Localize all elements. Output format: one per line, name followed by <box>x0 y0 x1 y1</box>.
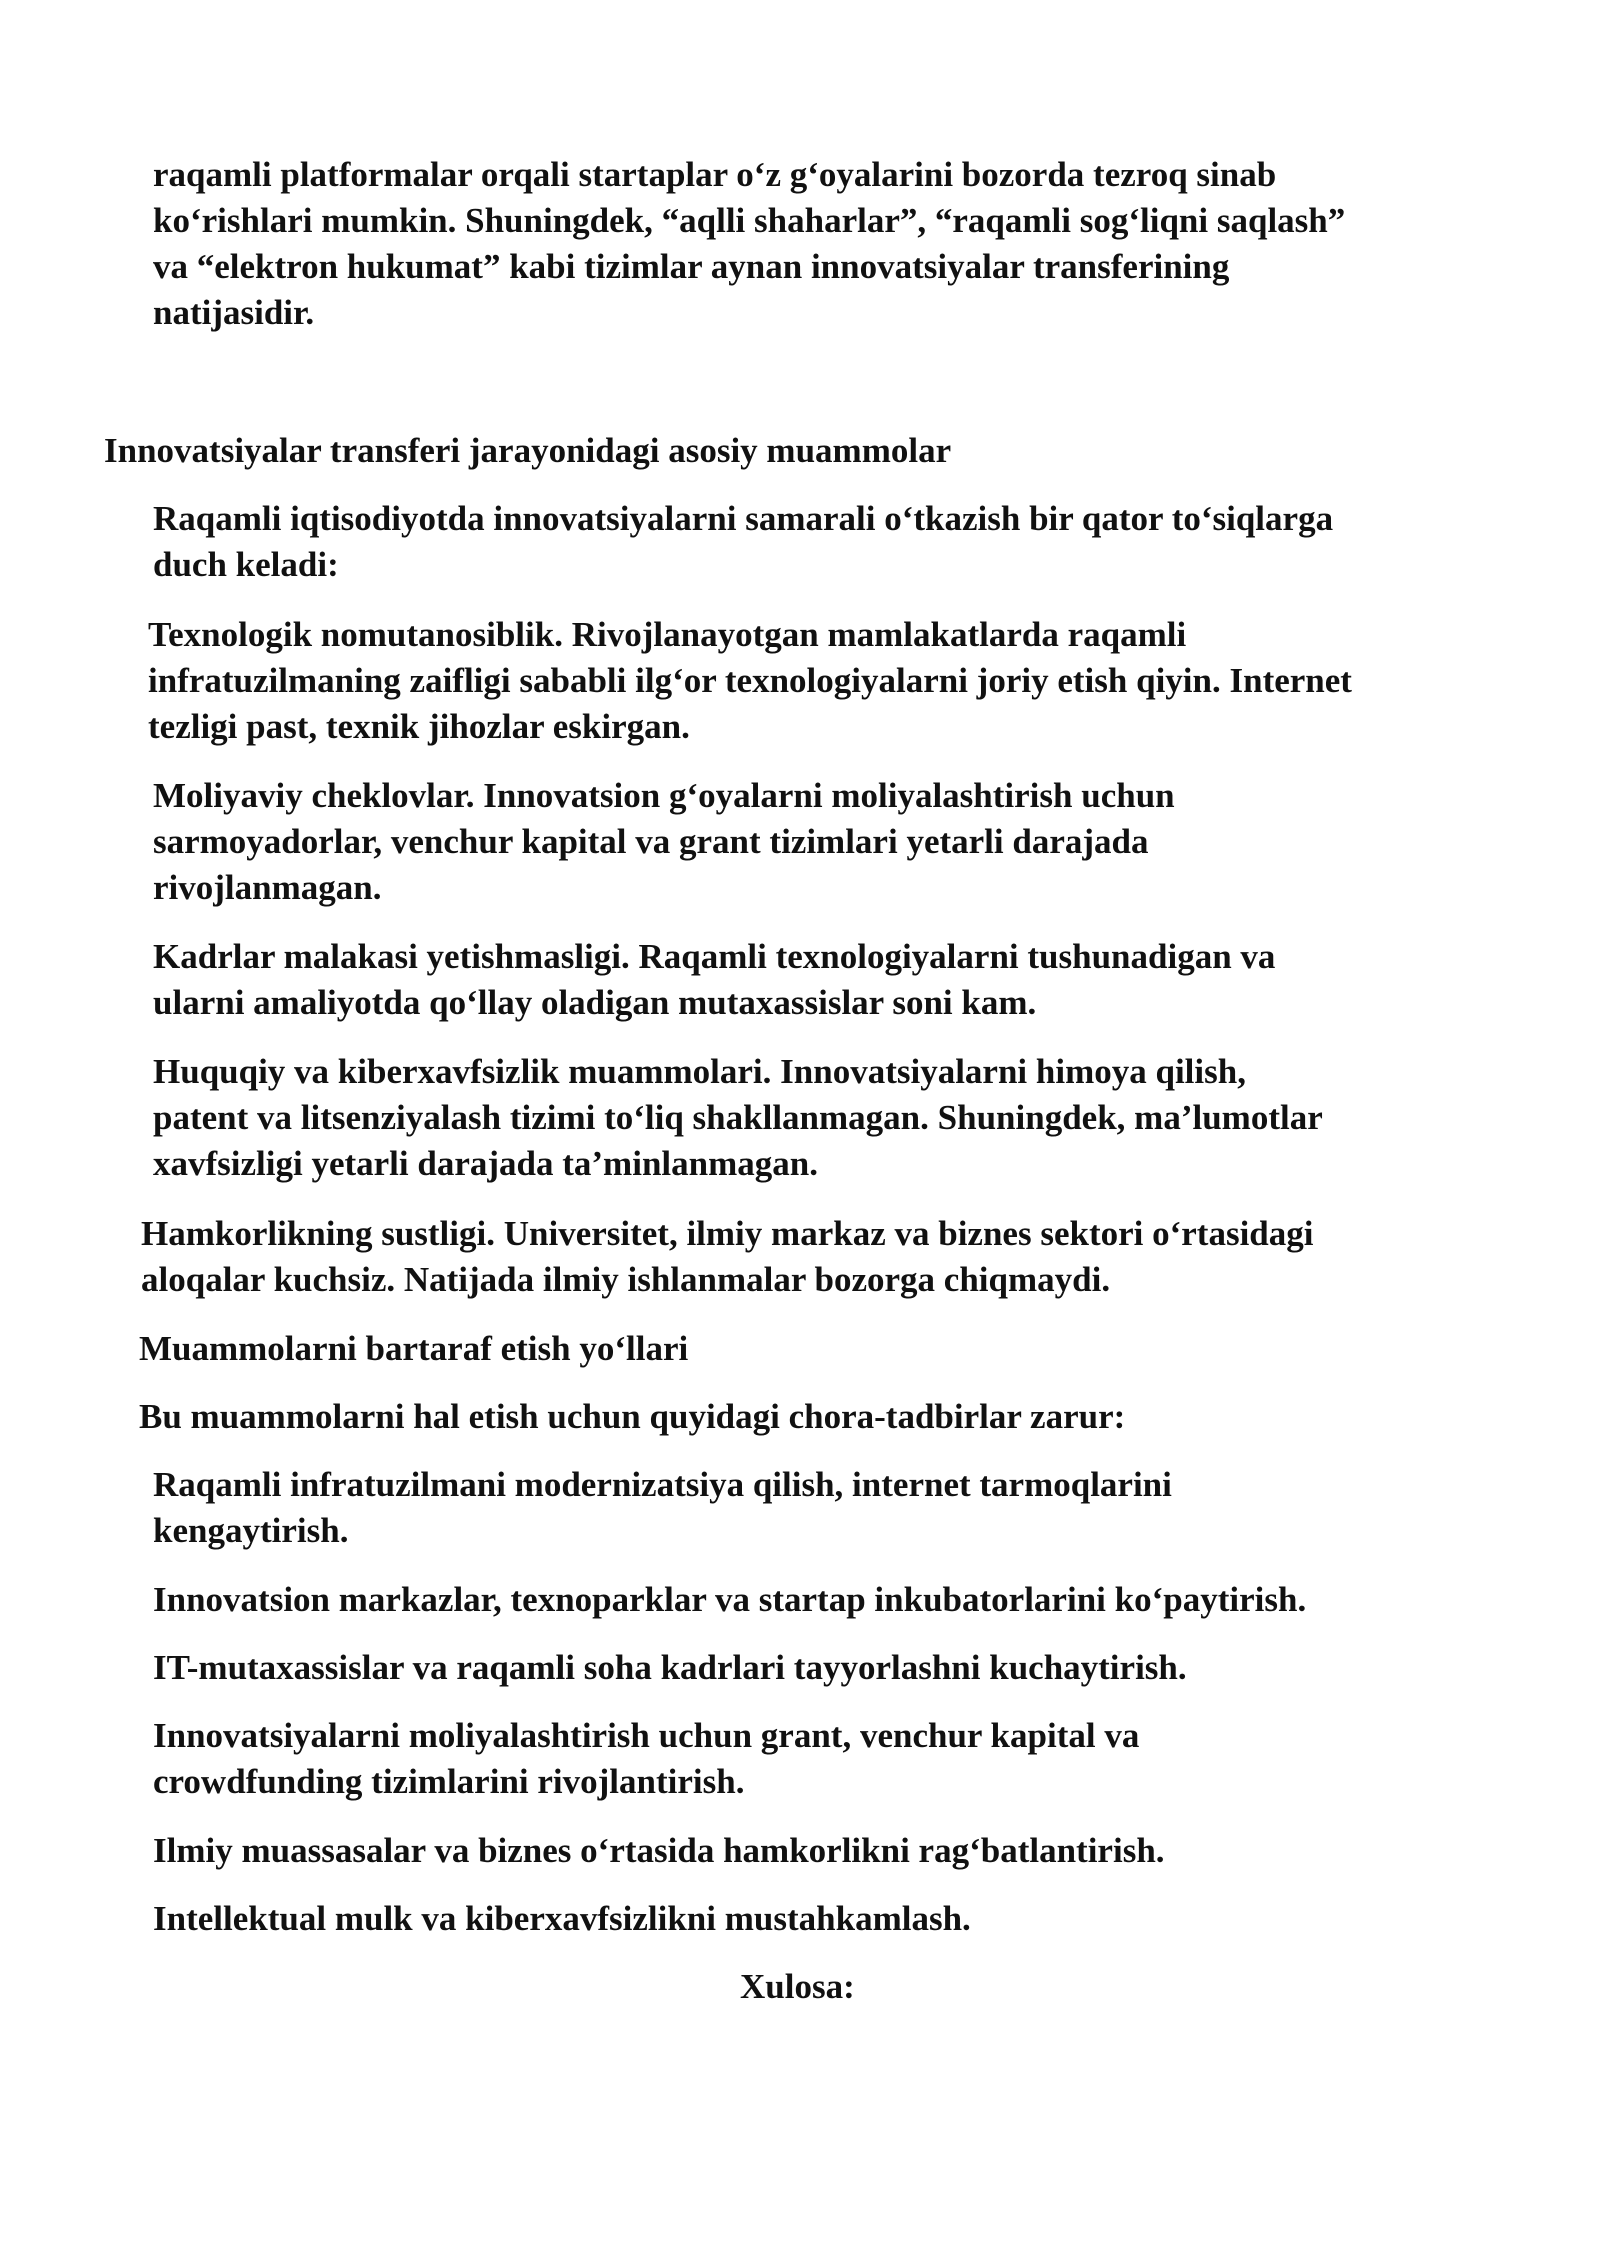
solution-item: Intellektual mulk va kiberxavfsizlikni mustahkamlash. <box>153 1899 971 1938</box>
solution-item: Raqamli infratuzilmani modernizatsiya qilish, internet tarmoqlarini kengaytirish. <box>153 1465 1172 1550</box>
intro-paragraph: raqamli platformalar orqali startaplar o‘z g‘oyalarini bozorda tezroq sinab ko‘rishlari mumkin. Shuningdek, “aqlli shaharlar”, “raqamli sog‘liqni saqlash” va “elektron hukumat” kabi tizimlar aynan innovatsiyalar transferining natijasidir. <box>153 155 1346 332</box>
section-heading-conclusion: Xulosa: <box>740 1967 855 2006</box>
solution-item: Innovatsiyalarni moliyalashtirish uchun grant, venchur kapital va crowdfunding tizimlarini rivojlantirish. <box>153 1716 1140 1801</box>
problems-lead-paragraph: Raqamli iqtisodiyotda innovatsiyalarni samarali o‘tkazish bir qator to‘siqlarga duch keladi: <box>153 499 1334 584</box>
problem-weak-cooperation: Hamkorlikning sustligi. Universitet, ilmiy markaz va biznes sektori o‘rtasidagi aloqalar kuchsiz. Natijada ilmiy ishlanmalar bozorga chiqmaydi. <box>141 1214 1314 1299</box>
problem-staff-shortage: Kadrlar malakasi yetishmasligi. Raqamli texnologiyalarni tushunadigan va ularni amaliyotda qo‘llay oladigan mutaxassislar soni kam. <box>153 937 1276 1022</box>
solutions-lead-paragraph: Bu muammolarni hal etish uchun quyidagi chora-tadbirlar zarur: <box>139 1397 1126 1436</box>
solution-item: Innovatsion markazlar, texnoparklar va startap inkubatorlarini ko‘paytirish. <box>153 1580 1307 1619</box>
problem-legal-cybersecurity: Huquqiy va kiberxavfsizlik muammolari. Innovatsiyalarni himoya qilish, patent va litsenziyalash tizimi to‘liq shakllanmagan. Shuningdek, ma’lumotlar xavfsizligi yetarli darajada ta’minlanmagan. <box>153 1052 1323 1183</box>
solution-item: IT-mutaxassislar va raqamli soha kadrlari tayyorlashni kuchaytirish. <box>153 1648 1187 1687</box>
section-heading-problems: Innovatsiyalar transferi jarayonidagi asosiy muammolar <box>104 431 952 470</box>
solution-item: Ilmiy muassasalar va biznes o‘rtasida hamkorlikni rag‘batlantirish. <box>153 1831 1165 1870</box>
section-heading-solutions: Muammolarni bartaraf etish yo‘llari <box>139 1329 689 1368</box>
problem-technological-imbalance: Texnologik nomutanosiblik. Rivojlanayotgan mamlakatlarda raqamli infratuzilmaning zaifligi sababli ilg‘or texnologiyalarni joriy etish qiyin. Internet tezligi past, texnik jihozlar eskirgan. <box>148 615 1352 746</box>
problem-financial-constraints: Moliyaviy cheklovlar. Innovatsion g‘oyalarni moliyalashtirish uchun sarmoyadorlar, venchur kapital va grant tizimlari yetarli darajada rivojlanmagan. <box>153 776 1175 907</box>
